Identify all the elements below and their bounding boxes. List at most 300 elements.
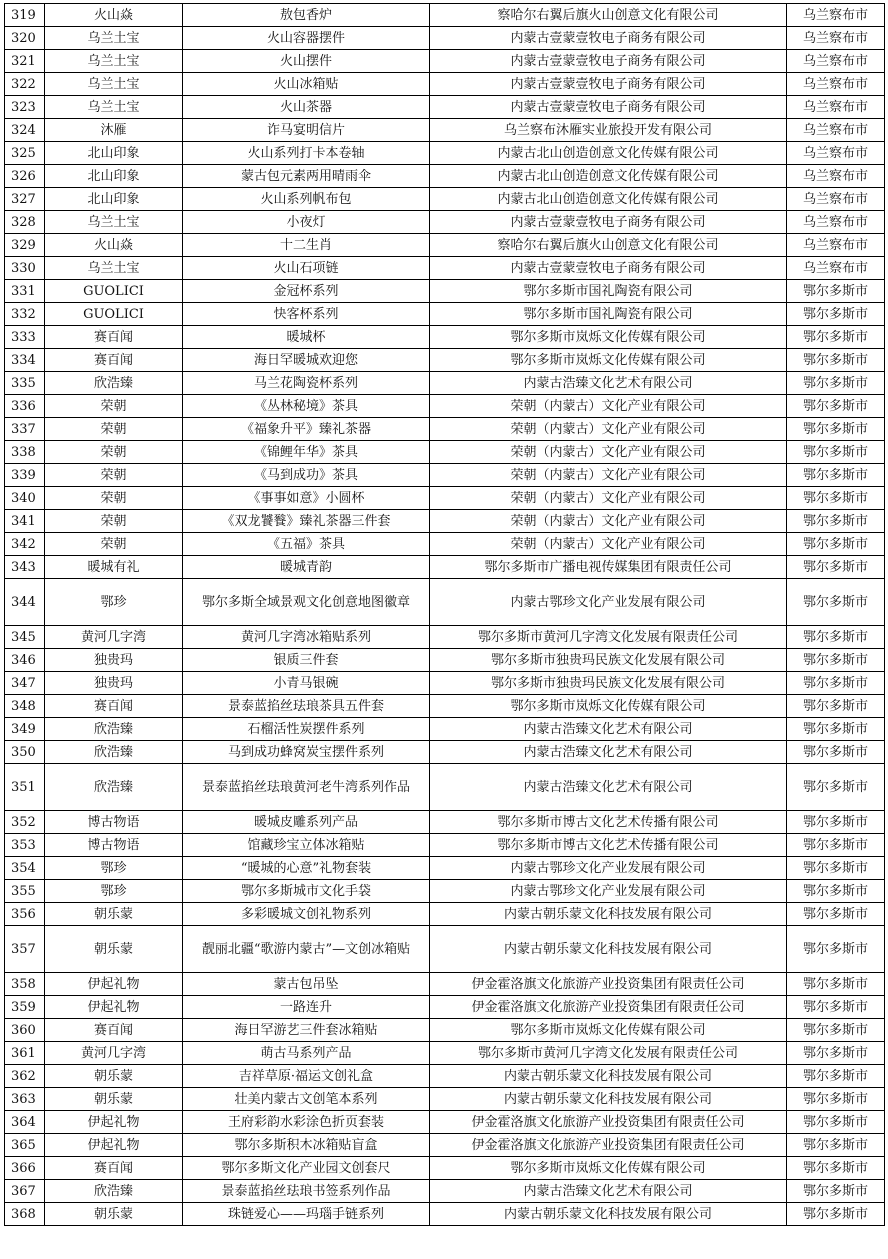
table-row <box>5 1203 885 1226</box>
city-name: 乌兰察布市 <box>787 4 885 27</box>
product-name: 吉祥草原·福运文创礼盒 <box>183 1065 430 1088</box>
product-name: 《锦鲤年华》茶具 <box>183 441 430 464</box>
company-name: 鄂尔多斯市岚烁文化传媒有限公司 <box>430 1019 787 1042</box>
table-row <box>5 672 885 695</box>
row-number: 342 <box>5 533 45 556</box>
row-number: 323 <box>5 96 45 119</box>
row-number: 347 <box>5 672 45 695</box>
product-name: 《双龙饕餮》臻礼茶器三件套 <box>183 510 430 533</box>
table-row <box>5 1042 885 1065</box>
row-number: 336 <box>5 395 45 418</box>
product-name: 海日罕暖城欢迎您 <box>183 349 430 372</box>
table-row <box>5 487 885 510</box>
brand-name: 赛百闻 <box>45 326 183 349</box>
table-row <box>5 1019 885 1042</box>
product-name: 火山系列帆布包 <box>183 188 430 211</box>
brand-name: 北山印象 <box>45 165 183 188</box>
company-name: 察哈尔右翼后旗火山创意文化有限公司 <box>430 234 787 257</box>
brand-name: 荣朝 <box>45 395 183 418</box>
row-number: 350 <box>5 741 45 764</box>
table-row <box>5 372 885 395</box>
city-name: 鄂尔多斯市 <box>787 834 885 857</box>
table-row <box>5 1180 885 1203</box>
brand-name: 鄂珍 <box>45 857 183 880</box>
row-number: 340 <box>5 487 45 510</box>
table-row <box>5 211 885 234</box>
company-name: 内蒙古壹蒙壹牧电子商务有限公司 <box>430 96 787 119</box>
table-row <box>5 556 885 579</box>
city-name: 乌兰察布市 <box>787 257 885 280</box>
company-name: 乌兰察布沐雁实业旅投开发有限公司 <box>430 119 787 142</box>
city-name: 乌兰察布市 <box>787 165 885 188</box>
city-name: 鄂尔多斯市 <box>787 973 885 996</box>
table-row <box>5 27 885 50</box>
row-number: 330 <box>5 257 45 280</box>
product-table <box>4 3 885 1226</box>
city-name: 鄂尔多斯市 <box>787 1180 885 1203</box>
company-name: 伊金霍洛旗文化旅游产业投资集团有限责任公司 <box>430 996 787 1019</box>
table-row <box>5 626 885 649</box>
product-name: 鄂尔多斯全域景观文化创意地图徽章 <box>183 579 430 626</box>
brand-name: GUOLICI <box>45 303 183 326</box>
table-row <box>5 303 885 326</box>
city-name: 鄂尔多斯市 <box>787 418 885 441</box>
table-row <box>5 418 885 441</box>
product-name: 蒙古包吊坠 <box>183 973 430 996</box>
city-name: 乌兰察布市 <box>787 119 885 142</box>
row-number: 366 <box>5 1157 45 1180</box>
brand-name: 乌兰土宝 <box>45 27 183 50</box>
brand-name: 鄂珍 <box>45 880 183 903</box>
city-name: 鄂尔多斯市 <box>787 464 885 487</box>
brand-name: 赛百闻 <box>45 695 183 718</box>
city-name: 鄂尔多斯市 <box>787 372 885 395</box>
brand-name: 乌兰土宝 <box>45 211 183 234</box>
city-name: 鄂尔多斯市 <box>787 395 885 418</box>
product-name: 快客杯系列 <box>183 303 430 326</box>
company-name: 鄂尔多斯市国礼陶瓷有限公司 <box>430 280 787 303</box>
table-row <box>5 811 885 834</box>
brand-name: 伊起礼物 <box>45 996 183 1019</box>
brand-name: 欣浩臻 <box>45 718 183 741</box>
table-row <box>5 533 885 556</box>
row-number: 326 <box>5 165 45 188</box>
company-name: 内蒙古浩臻文化艺术有限公司 <box>430 741 787 764</box>
product-table-body <box>5 4 885 1226</box>
row-number: 343 <box>5 556 45 579</box>
product-name: 景泰蓝掐丝珐琅黄河老牛湾系列作品 <box>183 764 430 811</box>
table-row <box>5 73 885 96</box>
brand-name: 欣浩臻 <box>45 372 183 395</box>
row-number: 335 <box>5 372 45 395</box>
table-row <box>5 234 885 257</box>
table-row <box>5 880 885 903</box>
city-name: 鄂尔多斯市 <box>787 579 885 626</box>
row-number: 368 <box>5 1203 45 1226</box>
product-name: 一路连升 <box>183 996 430 1019</box>
company-name: 内蒙古浩臻文化艺术有限公司 <box>430 764 787 811</box>
row-number: 337 <box>5 418 45 441</box>
city-name: 乌兰察布市 <box>787 211 885 234</box>
product-name: 《五福》茶具 <box>183 533 430 556</box>
city-name: 鄂尔多斯市 <box>787 811 885 834</box>
product-name: 《马到成功》茶具 <box>183 464 430 487</box>
company-name: 内蒙古北山创造创意文化传媒有限公司 <box>430 165 787 188</box>
row-number: 346 <box>5 649 45 672</box>
table-row <box>5 395 885 418</box>
row-number: 364 <box>5 1111 45 1134</box>
table-row <box>5 695 885 718</box>
row-number: 356 <box>5 903 45 926</box>
row-number: 362 <box>5 1065 45 1088</box>
product-name: 小青马银碗 <box>183 672 430 695</box>
table-row <box>5 326 885 349</box>
company-name: 荣朝（内蒙古）文化产业有限公司 <box>430 418 787 441</box>
city-name: 乌兰察布市 <box>787 27 885 50</box>
brand-name: 荣朝 <box>45 487 183 510</box>
row-number: 324 <box>5 119 45 142</box>
city-name: 鄂尔多斯市 <box>787 303 885 326</box>
table-row <box>5 349 885 372</box>
brand-name: 伊起礼物 <box>45 1134 183 1157</box>
company-name: 鄂尔多斯市岚烁文化传媒有限公司 <box>430 349 787 372</box>
table-row <box>5 903 885 926</box>
brand-name: 朝乐蒙 <box>45 1065 183 1088</box>
brand-name: 荣朝 <box>45 533 183 556</box>
company-name: 荣朝（内蒙古）文化产业有限公司 <box>430 464 787 487</box>
brand-name: 欣浩臻 <box>45 741 183 764</box>
city-name: 鄂尔多斯市 <box>787 1157 885 1180</box>
row-number: 359 <box>5 996 45 1019</box>
table-row <box>5 510 885 533</box>
product-name: 石榴活性炭摆件系列 <box>183 718 430 741</box>
brand-name: 荣朝 <box>45 418 183 441</box>
row-number: 341 <box>5 510 45 533</box>
city-name: 鄂尔多斯市 <box>787 1134 885 1157</box>
city-name: 鄂尔多斯市 <box>787 672 885 695</box>
table-row <box>5 926 885 973</box>
row-number: 334 <box>5 349 45 372</box>
company-name: 内蒙古北山创造创意文化传媒有限公司 <box>430 188 787 211</box>
company-name: 鄂尔多斯市博古文化艺术传播有限公司 <box>430 834 787 857</box>
product-name: 火山容器摆件 <box>183 27 430 50</box>
company-name: 内蒙古北山创造创意文化传媒有限公司 <box>430 142 787 165</box>
brand-name: 暖城有礼 <box>45 556 183 579</box>
brand-name: 荣朝 <box>45 441 183 464</box>
company-name: 察哈尔右翼后旗火山创意文化有限公司 <box>430 4 787 27</box>
company-name: 鄂尔多斯市岚烁文化传媒有限公司 <box>430 1157 787 1180</box>
brand-name: 伊起礼物 <box>45 973 183 996</box>
row-number: 339 <box>5 464 45 487</box>
brand-name: 火山焱 <box>45 234 183 257</box>
company-name: 内蒙古浩臻文化艺术有限公司 <box>430 372 787 395</box>
city-name: 鄂尔多斯市 <box>787 880 885 903</box>
product-name: 敖包香炉 <box>183 4 430 27</box>
table-row <box>5 973 885 996</box>
table-row <box>5 257 885 280</box>
company-name: 伊金霍洛旗文化旅游产业投资集团有限责任公司 <box>430 1134 787 1157</box>
company-name: 荣朝（内蒙古）文化产业有限公司 <box>430 533 787 556</box>
brand-name: GUOLICI <box>45 280 183 303</box>
product-name: 黄河几字湾冰箱贴系列 <box>183 626 430 649</box>
brand-name: 北山印象 <box>45 188 183 211</box>
product-name: 火山冰箱贴 <box>183 73 430 96</box>
product-name: 暖城杯 <box>183 326 430 349</box>
brand-name: 独贵玛 <box>45 672 183 695</box>
brand-name: 乌兰土宝 <box>45 73 183 96</box>
row-number: 333 <box>5 326 45 349</box>
product-name: 蒙古包元素两用晴雨伞 <box>183 165 430 188</box>
city-name: 鄂尔多斯市 <box>787 626 885 649</box>
table-row <box>5 119 885 142</box>
table-row <box>5 165 885 188</box>
brand-name: 黄河几字湾 <box>45 1042 183 1065</box>
row-number: 353 <box>5 834 45 857</box>
company-name: 鄂尔多斯市独贵玛民族文化发展有限公司 <box>430 649 787 672</box>
brand-name: 朝乐蒙 <box>45 926 183 973</box>
table-row <box>5 996 885 1019</box>
brand-name: 伊起礼物 <box>45 1111 183 1134</box>
city-name: 乌兰察布市 <box>787 73 885 96</box>
product-name: “暖城的心意”礼物套装 <box>183 857 430 880</box>
company-name: 内蒙古浩臻文化艺术有限公司 <box>430 1180 787 1203</box>
table-row <box>5 718 885 741</box>
city-name: 鄂尔多斯市 <box>787 533 885 556</box>
brand-name: 北山印象 <box>45 142 183 165</box>
table-row <box>5 4 885 27</box>
row-number: 331 <box>5 280 45 303</box>
row-number: 319 <box>5 4 45 27</box>
city-name: 鄂尔多斯市 <box>787 996 885 1019</box>
row-number: 322 <box>5 73 45 96</box>
city-name: 鄂尔多斯市 <box>787 1203 885 1226</box>
table-row <box>5 464 885 487</box>
city-name: 乌兰察布市 <box>787 142 885 165</box>
company-name: 伊金霍洛旗文化旅游产业投资集团有限责任公司 <box>430 973 787 996</box>
row-number: 338 <box>5 441 45 464</box>
product-name: 王府彩韵水彩涂色折页套装 <box>183 1111 430 1134</box>
row-number: 345 <box>5 626 45 649</box>
product-name: 馆藏珍宝立体冰箱贴 <box>183 834 430 857</box>
product-name: 鄂尔多斯城市文化手袋 <box>183 880 430 903</box>
table-row <box>5 441 885 464</box>
product-name: 《丛林秘境》茶具 <box>183 395 430 418</box>
city-name: 鄂尔多斯市 <box>787 1019 885 1042</box>
row-number: 320 <box>5 27 45 50</box>
company-name: 内蒙古朝乐蒙文化科技发展有限公司 <box>430 1203 787 1226</box>
city-name: 鄂尔多斯市 <box>787 1111 885 1134</box>
company-name: 内蒙古壹蒙壹牧电子商务有限公司 <box>430 73 787 96</box>
city-name: 鄂尔多斯市 <box>787 326 885 349</box>
row-number: 329 <box>5 234 45 257</box>
company-name: 鄂尔多斯市广播电视传媒集团有限责任公司 <box>430 556 787 579</box>
company-name: 荣朝（内蒙古）文化产业有限公司 <box>430 395 787 418</box>
company-name: 内蒙古壹蒙壹牧电子商务有限公司 <box>430 50 787 73</box>
company-name: 鄂尔多斯市博古文化艺术传播有限公司 <box>430 811 787 834</box>
row-number: 344 <box>5 579 45 626</box>
company-name: 鄂尔多斯市国礼陶瓷有限公司 <box>430 303 787 326</box>
city-name: 鄂尔多斯市 <box>787 487 885 510</box>
company-name: 内蒙古朝乐蒙文化科技发展有限公司 <box>430 1065 787 1088</box>
row-number: 363 <box>5 1088 45 1111</box>
company-name: 内蒙古壹蒙壹牧电子商务有限公司 <box>430 27 787 50</box>
table-row <box>5 1065 885 1088</box>
company-name: 鄂尔多斯市独贵玛民族文化发展有限公司 <box>430 672 787 695</box>
city-name: 鄂尔多斯市 <box>787 741 885 764</box>
brand-name: 黄河几字湾 <box>45 626 183 649</box>
company-name: 内蒙古浩臻文化艺术有限公司 <box>430 718 787 741</box>
brand-name: 朝乐蒙 <box>45 1088 183 1111</box>
company-name: 鄂尔多斯市岚烁文化传媒有限公司 <box>430 326 787 349</box>
brand-name: 朝乐蒙 <box>45 1203 183 1226</box>
brand-name: 朝乐蒙 <box>45 903 183 926</box>
table-row <box>5 1111 885 1134</box>
company-name: 内蒙古鄂珍文化产业发展有限公司 <box>430 857 787 880</box>
city-name: 鄂尔多斯市 <box>787 903 885 926</box>
row-number: 352 <box>5 811 45 834</box>
table-row <box>5 741 885 764</box>
product-name: 景泰蓝掐丝珐琅书签系列作品 <box>183 1180 430 1203</box>
brand-name: 荣朝 <box>45 464 183 487</box>
row-number: 332 <box>5 303 45 326</box>
product-name: 十二生肖 <box>183 234 430 257</box>
product-name: 景泰蓝掐丝珐琅茶具五件套 <box>183 695 430 718</box>
city-name: 鄂尔多斯市 <box>787 695 885 718</box>
row-number: 354 <box>5 857 45 880</box>
product-name: 暖城青韵 <box>183 556 430 579</box>
brand-name: 独贵玛 <box>45 649 183 672</box>
brand-name: 赛百闻 <box>45 349 183 372</box>
brand-name: 乌兰土宝 <box>45 96 183 119</box>
city-name: 乌兰察布市 <box>787 234 885 257</box>
product-name: 火山系列打卡本卷轴 <box>183 142 430 165</box>
product-name: 金冠杯系列 <box>183 280 430 303</box>
brand-name: 荣朝 <box>45 510 183 533</box>
company-name: 内蒙古壹蒙壹牧电子商务有限公司 <box>430 211 787 234</box>
brand-name: 赛百闻 <box>45 1157 183 1180</box>
company-name: 鄂尔多斯市黄河几字湾文化发展有限责任公司 <box>430 1042 787 1065</box>
product-name: 壮美内蒙古文创笔本系列 <box>183 1088 430 1111</box>
product-name: 火山石项链 <box>183 257 430 280</box>
table-row <box>5 50 885 73</box>
city-name: 鄂尔多斯市 <box>787 556 885 579</box>
product-name: 暖城皮雕系列产品 <box>183 811 430 834</box>
row-number: 348 <box>5 695 45 718</box>
table-row <box>5 857 885 880</box>
company-name: 鄂尔多斯市岚烁文化传媒有限公司 <box>430 695 787 718</box>
row-number: 328 <box>5 211 45 234</box>
company-name: 内蒙古朝乐蒙文化科技发展有限公司 <box>430 903 787 926</box>
brand-name: 欣浩臻 <box>45 1180 183 1203</box>
brand-name: 乌兰土宝 <box>45 50 183 73</box>
table-row <box>5 96 885 119</box>
city-name: 鄂尔多斯市 <box>787 349 885 372</box>
city-name: 鄂尔多斯市 <box>787 441 885 464</box>
company-name: 荣朝（内蒙古）文化产业有限公司 <box>430 487 787 510</box>
product-name: 鄂尔多斯文化产业园文创套尺 <box>183 1157 430 1180</box>
city-name: 鄂尔多斯市 <box>787 1042 885 1065</box>
table-row <box>5 280 885 303</box>
product-name: 诈马宴明信片 <box>183 119 430 142</box>
table-row <box>5 1157 885 1180</box>
brand-name: 博古物语 <box>45 834 183 857</box>
product-name: 马兰花陶瓷杯系列 <box>183 372 430 395</box>
brand-name: 赛百闻 <box>45 1019 183 1042</box>
company-name: 内蒙古朝乐蒙文化科技发展有限公司 <box>430 926 787 973</box>
company-name: 内蒙古鄂珍文化产业发展有限公司 <box>430 880 787 903</box>
product-name: 《事事如意》小圆杯 <box>183 487 430 510</box>
table-row <box>5 1088 885 1111</box>
product-name: 鄂尔多斯积木冰箱贴盲盒 <box>183 1134 430 1157</box>
company-name: 内蒙古壹蒙壹牧电子商务有限公司 <box>430 257 787 280</box>
product-name: 萌古马系列产品 <box>183 1042 430 1065</box>
city-name: 鄂尔多斯市 <box>787 764 885 811</box>
row-number: 358 <box>5 973 45 996</box>
brand-name: 火山焱 <box>45 4 183 27</box>
row-number: 361 <box>5 1042 45 1065</box>
product-name: 火山摆件 <box>183 50 430 73</box>
row-number: 327 <box>5 188 45 211</box>
table-row <box>5 834 885 857</box>
table-row <box>5 142 885 165</box>
row-number: 360 <box>5 1019 45 1042</box>
row-number: 355 <box>5 880 45 903</box>
product-name: 《福象升平》臻礼茶器 <box>183 418 430 441</box>
city-name: 鄂尔多斯市 <box>787 510 885 533</box>
company-name: 鄂尔多斯市黄河几字湾文化发展有限责任公司 <box>430 626 787 649</box>
table-row <box>5 188 885 211</box>
product-name: 火山茶器 <box>183 96 430 119</box>
company-name: 内蒙古朝乐蒙文化科技发展有限公司 <box>430 1088 787 1111</box>
product-name: 小夜灯 <box>183 211 430 234</box>
brand-name: 博古物语 <box>45 811 183 834</box>
row-number: 325 <box>5 142 45 165</box>
table-row <box>5 1134 885 1157</box>
product-name: 珠链爱心——玛瑙手链系列 <box>183 1203 430 1226</box>
brand-name: 沐雁 <box>45 119 183 142</box>
table-row <box>5 649 885 672</box>
city-name: 乌兰察布市 <box>787 50 885 73</box>
city-name: 鄂尔多斯市 <box>787 280 885 303</box>
city-name: 鄂尔多斯市 <box>787 1065 885 1088</box>
city-name: 鄂尔多斯市 <box>787 857 885 880</box>
city-name: 鄂尔多斯市 <box>787 1088 885 1111</box>
city-name: 鄂尔多斯市 <box>787 926 885 973</box>
city-name: 乌兰察布市 <box>787 96 885 119</box>
company-name: 伊金霍洛旗文化旅游产业投资集团有限责任公司 <box>430 1111 787 1134</box>
company-name: 荣朝（内蒙古）文化产业有限公司 <box>430 441 787 464</box>
row-number: 321 <box>5 50 45 73</box>
city-name: 鄂尔多斯市 <box>787 649 885 672</box>
product-name: 海日罕游艺三件套冰箱贴 <box>183 1019 430 1042</box>
product-name: 多彩暖城文创礼物系列 <box>183 903 430 926</box>
row-number: 365 <box>5 1134 45 1157</box>
table-row <box>5 764 885 811</box>
row-number: 349 <box>5 718 45 741</box>
company-name: 荣朝（内蒙古）文化产业有限公司 <box>430 510 787 533</box>
row-number: 367 <box>5 1180 45 1203</box>
product-name: 银质三件套 <box>183 649 430 672</box>
product-name: 马到成功蜂窝炭宝摆件系列 <box>183 741 430 764</box>
table-row <box>5 579 885 626</box>
brand-name: 乌兰土宝 <box>45 257 183 280</box>
city-name: 鄂尔多斯市 <box>787 718 885 741</box>
city-name: 乌兰察布市 <box>787 188 885 211</box>
company-name: 内蒙古鄂珍文化产业发展有限公司 <box>430 579 787 626</box>
product-name: 靓丽北疆“歌游内蒙古”—文创冰箱贴 <box>183 926 430 973</box>
brand-name: 鄂珍 <box>45 579 183 626</box>
row-number: 351 <box>5 764 45 811</box>
